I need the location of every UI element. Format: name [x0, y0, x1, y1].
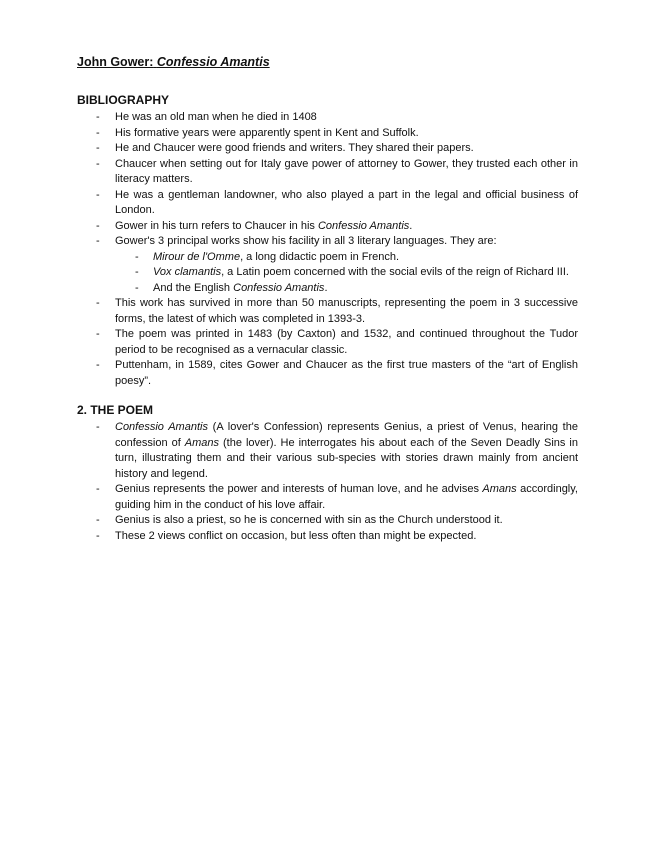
- list-item: - He was an old man when he died in 1408: [77, 110, 578, 126]
- item-italic: Amans: [184, 436, 220, 449]
- item-text: , a long didactic poem in French.: [240, 250, 400, 263]
- item-text: .: [324, 281, 328, 294]
- poem-heading: 2. THE POEM: [77, 403, 154, 417]
- list-item: [77, 482, 578, 513]
- item-text: Gower in his turn refers to Chaucer in his: [115, 219, 318, 232]
- list-item: [77, 219, 578, 235]
- sub-list-item: [115, 281, 578, 297]
- list-item: - He and Chaucer were good friends and writers. They shared their papers.: [77, 141, 578, 157]
- item-text: accordingly, guiding him in the conduct of his love affair.: [115, 483, 578, 511]
- list-item: - These 2 views conflict on occasion, but less often than might be expected.: [77, 529, 578, 545]
- list-item: - This work has survived in more than 50 manuscripts, representing the poem in 3 successive forms, the latest of which was completed in 1393-3.: [77, 296, 578, 327]
- item-text: (the lover). He interrogates his about each of the Seven Deadly Sins in turn, illustrating them and their various sub-species with stories drawn mainly from ancient history and legend.: [115, 436, 578, 480]
- title-work: Confessio Amantis: [156, 55, 270, 69]
- list-item: - Genius is also a priest, so he is concerned with sin as the Church understood it.: [77, 513, 578, 529]
- list-item: [77, 420, 578, 482]
- item-text: , a Latin poem concerned with the social evils of the reign of Richard III.: [221, 266, 569, 278]
- item-italic: Confessio Amantis: [115, 421, 208, 433]
- bibliography-list: [77, 110, 578, 389]
- title-author: John Gower:: [77, 55, 154, 69]
- poem-list: [77, 420, 578, 544]
- list-item: - The poem was printed in 1483 (by Caxton) and 1532, and continued throughout the Tudor period to be recognised as a vernacular classic.: [77, 327, 578, 358]
- item-text: .: [409, 219, 413, 232]
- bibliography-heading: BIBLIOGRAPHY: [77, 93, 170, 107]
- sub-list-item: [115, 265, 578, 281]
- list-item: - His formative years were apparently spent in Kent and Suffolk.: [77, 126, 578, 142]
- works-sublist: [115, 250, 578, 297]
- sub-list-item: [115, 250, 578, 266]
- item-italic: Confessio Amantis: [317, 219, 410, 232]
- item-text: Genius represents the power and interests of human love, and he advises: [115, 483, 483, 495]
- item-italic: Amans: [482, 483, 517, 495]
- item-text: Gower's 3 principal works show his facility in all 3 literary languages. They are:: [115, 235, 497, 247]
- item-text: And the English: [153, 281, 234, 294]
- list-item: - He was a gentleman landowner, who also played a part in the legal and official business of London.: [77, 188, 578, 219]
- item-text: (A lover's Confession) represents Genius, a priest of Venus, hearing the confession of: [115, 421, 578, 449]
- list-item: - Puttenham, in 1589, cites Gower and Chaucer as the first true masters of the “art of English poesy”.: [77, 358, 578, 389]
- list-item: - Chaucer when setting out for Italy gave power of attorney to Gower, they trusted each other in literacy matters.: [77, 157, 578, 188]
- item-italic: Mirour de l'Omme: [153, 250, 241, 263]
- item-italic: Vox clamantis: [153, 266, 222, 278]
- item-italic: Confessio Amantis: [233, 281, 325, 294]
- document-title: [77, 55, 578, 70]
- list-item: [77, 234, 578, 296]
